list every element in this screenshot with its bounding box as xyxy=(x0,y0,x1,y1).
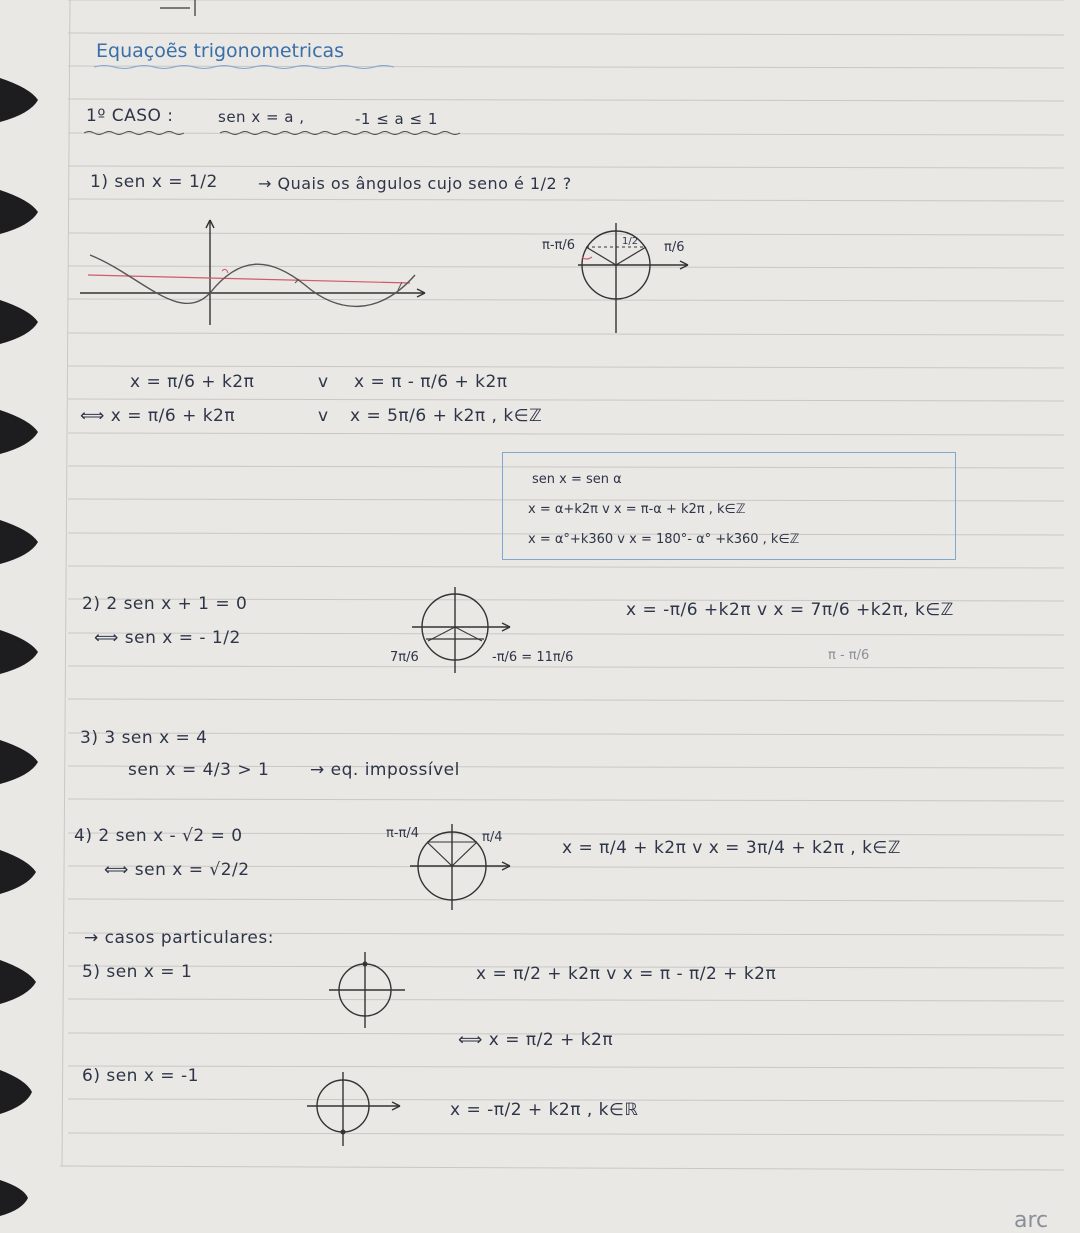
ex1-question: → Quais os ângulos cujo seno é 1/2 ? xyxy=(258,174,572,193)
ex2-solution: x = -π/6 +k2π v x = 7π/6 +k2π, k∈ℤ xyxy=(626,600,954,620)
ex5-solution-2: ⟺ x = π/2 + k2π xyxy=(458,1030,614,1050)
ex6-unit-circle xyxy=(305,1070,415,1150)
rule-line-1: sen x = sen α xyxy=(532,472,622,487)
ex5-unit-circle xyxy=(325,950,415,1030)
ex4-solution: x = π/4 + k2π v x = 3π/4 + k2π , k∈ℤ xyxy=(562,838,901,858)
ex1-or-1: v xyxy=(318,372,329,392)
ex1-solution-d: x = 5π/6 + k2π , k∈ℤ xyxy=(350,406,543,426)
ex1-solution-c: ⟺ x = π/6 + k2π xyxy=(80,406,236,426)
ex4-unit-circle xyxy=(405,822,525,912)
rule-line-2: x = α+k2π v x = π-α + k2π , k∈ℤ xyxy=(528,502,746,517)
corner-text: arc xyxy=(1014,1208,1049,1233)
ex1-label: 1) sen x = 1/2 xyxy=(90,172,218,192)
ex5-solution-1: x = π/2 + k2π v x = π - π/2 + k2π xyxy=(476,964,777,984)
ex1-circle-label-left: π-π/6 xyxy=(542,238,575,253)
ex2-note: π - π/6 xyxy=(828,648,870,663)
ex2-circle-label-left: 7π/6 xyxy=(390,650,419,665)
binder-holes xyxy=(0,0,60,1230)
ex6-label: 6) sen x = -1 xyxy=(82,1066,199,1086)
ex3-label: 3) 3 sen x = 4 xyxy=(80,728,208,748)
case-label: 1º CASO : xyxy=(86,106,174,126)
page-title: Equaçoẽs trigonometricas xyxy=(96,40,345,62)
ex3-result: → eq. impossível xyxy=(310,760,460,780)
special-cases-header: → casos particulares: xyxy=(84,928,274,948)
ex1-solution-a: x = π/6 + k2π xyxy=(130,372,255,392)
ex4-circle-label-left: π-π/4 xyxy=(386,826,419,841)
ex4-label: 4) 2 sen x - √2 = 0 xyxy=(74,826,243,846)
ex2-circle-label-right: -π/6 = 11π/6 xyxy=(492,650,574,665)
ex1-or-2: v xyxy=(318,406,329,426)
ex2-label: 2) 2 sen x + 1 = 0 xyxy=(82,594,248,614)
case-equation: sen x = a , xyxy=(218,108,305,126)
ex4-circle-label-right: π/4 xyxy=(482,830,503,845)
ex1-circle-label-top: 1/2 xyxy=(622,236,639,247)
ex4-step: ⟺ sen x = √2/2 xyxy=(104,860,250,880)
ex3-step: sen x = 4/3 > 1 xyxy=(128,760,270,780)
ex6-solution: x = -π/2 + k2π , k∈ℝ xyxy=(450,1100,639,1120)
title-underline xyxy=(94,64,404,70)
rule-line-3: x = α°+k360 v x = 180°- α° +k360 , k∈ℤ xyxy=(528,532,800,547)
ex1-solution-b: x = π - π/6 + k2π xyxy=(354,372,508,392)
ex2-step: ⟺ sen x = - 1/2 xyxy=(94,628,241,648)
top-scribble xyxy=(140,0,240,20)
case-underline xyxy=(84,130,474,136)
ex1-unit-circle xyxy=(578,215,698,335)
case-condition: -1 ≤ a ≤ 1 xyxy=(355,110,438,128)
ex5-label: 5) sen x = 1 xyxy=(82,962,193,982)
sine-graph xyxy=(80,215,440,330)
ex1-circle-label-right: π/6 xyxy=(664,240,685,255)
